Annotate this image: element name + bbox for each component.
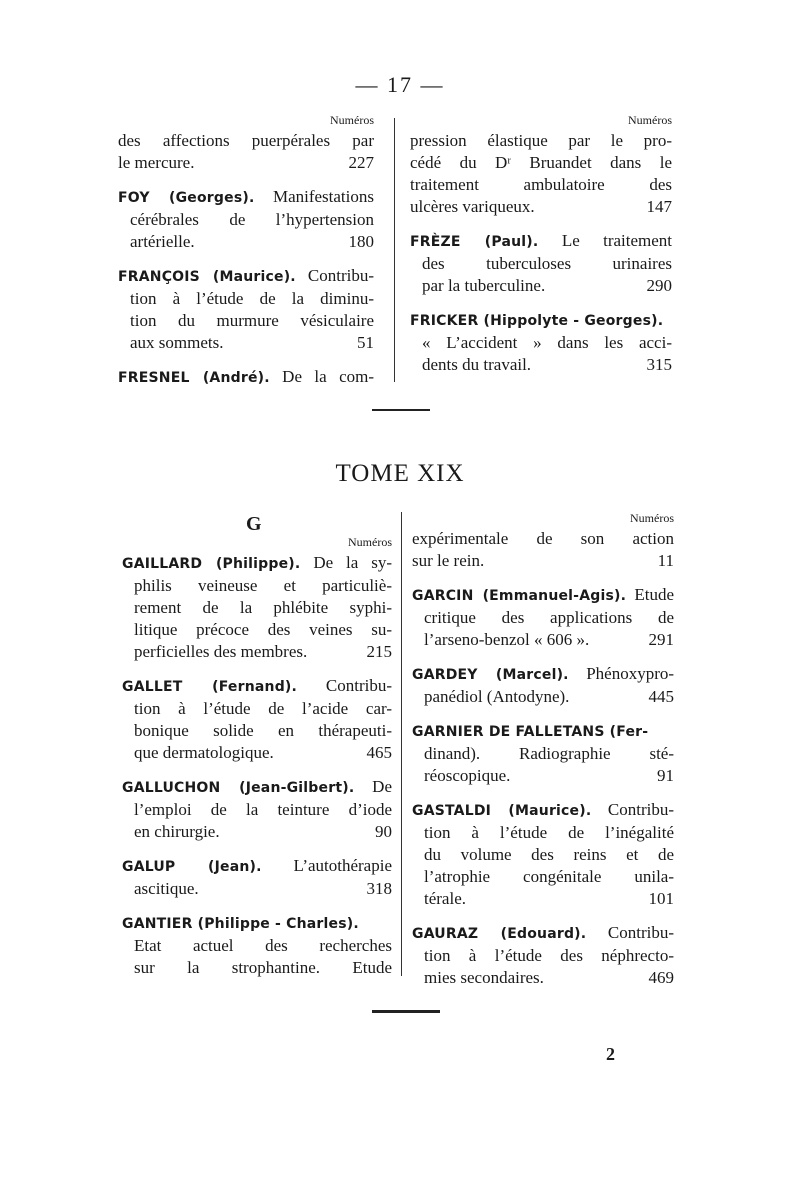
entry-text: De bbox=[372, 777, 392, 796]
entry-first-line bbox=[118, 366, 374, 389]
index-entry bbox=[122, 552, 392, 663]
entry-line: rement de la phlébite syphi- bbox=[134, 598, 392, 617]
index-entry bbox=[118, 366, 374, 389]
entry-first-line bbox=[412, 922, 674, 945]
index-entry bbox=[122, 912, 392, 979]
author-name: FRESNEL (André). bbox=[118, 370, 270, 386]
section-title: TOME XIX bbox=[335, 460, 465, 487]
entry-first-line bbox=[410, 230, 672, 253]
entry-line: pression élastique par le pro- bbox=[410, 131, 672, 150]
entry-text: L’autothérapie bbox=[293, 856, 392, 875]
entry-first-line bbox=[118, 265, 374, 288]
entry-text: aux sommets. bbox=[130, 333, 224, 352]
author-name: GAILLARD (Philippe). bbox=[122, 556, 301, 572]
column-header: Numéros bbox=[628, 113, 672, 127]
index-entry bbox=[410, 230, 672, 297]
entry-line: critique des applications de bbox=[424, 608, 674, 627]
entry-text: le mercure. bbox=[118, 153, 195, 172]
entry-last-line bbox=[412, 686, 674, 708]
index-entry bbox=[122, 675, 392, 764]
author-name: GARDEY (Marcel). bbox=[412, 667, 569, 683]
thesis-number: 290 bbox=[646, 276, 672, 295]
bottom-left-column bbox=[122, 510, 392, 991]
thesis-number: 227 bbox=[348, 153, 374, 172]
entry-line: tion à l’étude de l’inégalité bbox=[424, 823, 674, 842]
entry-line: cédé du Dʳ Bruandet dans le bbox=[410, 153, 672, 172]
thesis-number: 315 bbox=[646, 355, 672, 374]
entry-text: panédiol (Antodyne). bbox=[424, 687, 570, 706]
entry-last-line bbox=[118, 332, 374, 354]
entry-line: expérimentale de son action bbox=[412, 529, 674, 548]
author-name: GALUP (Jean). bbox=[122, 859, 262, 875]
entry-line: sur la strophantine. Etude bbox=[134, 958, 392, 977]
thesis-number: 101 bbox=[648, 889, 674, 908]
entry-text: Le traitement bbox=[561, 231, 673, 250]
entry-text: Contribu- bbox=[607, 923, 675, 942]
thesis-number: 147 bbox=[646, 197, 672, 216]
column-divider bbox=[394, 118, 395, 382]
entry-last-line bbox=[410, 354, 672, 376]
entry-line: tion à l’étude de la diminu- bbox=[130, 289, 374, 308]
entry-last-line bbox=[122, 742, 392, 764]
entry-text: Phénoxypro- bbox=[586, 664, 675, 683]
thesis-number: 291 bbox=[648, 630, 674, 649]
index-entry bbox=[412, 922, 674, 989]
page-number: — 17 — bbox=[355, 72, 445, 97]
author-name: GANTIER (Philippe - Charles). bbox=[122, 916, 359, 932]
author-name: GASTALDI (Maurice). bbox=[412, 803, 592, 819]
entry-last-line bbox=[122, 641, 392, 663]
entry-text: Contribu- bbox=[607, 800, 675, 819]
entry-line: traitement ambulatoire des bbox=[410, 175, 672, 194]
author-name: FRÈZE (Paul). bbox=[410, 234, 539, 250]
entry-text: dents du travail. bbox=[422, 355, 532, 374]
thesis-number: 469 bbox=[648, 968, 674, 987]
index-entry bbox=[118, 186, 374, 253]
entry-first-line bbox=[122, 675, 392, 698]
entry-first-line bbox=[412, 663, 674, 686]
entry-first-line bbox=[412, 720, 674, 743]
column-divider bbox=[401, 512, 402, 976]
entry-text: sur le rein. bbox=[412, 551, 485, 570]
entry-line: des affections puerpérales par bbox=[118, 131, 374, 150]
entry-text: en chirurgie. bbox=[134, 822, 220, 841]
entry-line: litique précoce des veines su- bbox=[134, 620, 392, 639]
entry-text: De la sy- bbox=[313, 553, 393, 572]
entry-last-line bbox=[412, 888, 674, 910]
index-entry bbox=[412, 799, 674, 910]
entry-text: Contribu- bbox=[307, 266, 375, 285]
thesis-number: 11 bbox=[657, 551, 674, 570]
index-entry bbox=[118, 130, 374, 174]
entry-line: tion à l’étude des néphrecto- bbox=[424, 946, 674, 965]
entry-last-line bbox=[412, 629, 674, 651]
entry-first-line bbox=[122, 855, 392, 878]
index-entry bbox=[412, 663, 674, 708]
entry-line: des tuberculoses urinaires bbox=[422, 254, 672, 273]
entry-text: térale. bbox=[424, 889, 466, 908]
entry-line: bonique solide en thérapeuti- bbox=[134, 721, 392, 740]
entry-line: Etat actuel des recherches bbox=[134, 936, 392, 955]
author-name: FRANÇOIS (Maurice). bbox=[118, 269, 296, 285]
author-name: FOY (Georges). bbox=[118, 190, 255, 206]
author-name: FRICKER (Hippolyte - Georges). bbox=[410, 313, 664, 329]
entry-text: Contribu- bbox=[325, 676, 393, 695]
entry-last-line bbox=[122, 821, 392, 843]
thesis-number: 465 bbox=[366, 743, 392, 762]
entry-text: Manifestations bbox=[272, 187, 374, 206]
thesis-number: 180 bbox=[348, 232, 374, 251]
entry-text: réoscopique. bbox=[424, 766, 511, 785]
entry-line: « L’accident » dans les acci- bbox=[422, 333, 672, 352]
author-name: GALLET (Fernand). bbox=[122, 679, 298, 695]
column-header: Numéros bbox=[630, 511, 674, 525]
author-name: GARCIN (Emmanuel-Agis). bbox=[412, 588, 627, 604]
index-entry bbox=[410, 309, 672, 376]
entry-line: tion du murmure vésiculaire bbox=[130, 311, 374, 330]
top-left-column bbox=[118, 112, 374, 401]
entry-last-line bbox=[412, 765, 674, 787]
entry-text: ulcères variqueux. bbox=[410, 197, 535, 216]
index-entry bbox=[118, 265, 374, 354]
entry-line: tion à l’étude de l’acide car- bbox=[134, 699, 392, 718]
author-name: GAURAZ (Edouard). bbox=[412, 926, 587, 942]
letter-heading: G bbox=[246, 513, 262, 535]
author-name: GALLUCHON (Jean-Gilbert). bbox=[122, 780, 355, 796]
entry-last-line bbox=[410, 275, 672, 297]
thesis-number: 215 bbox=[366, 642, 392, 661]
column-header: Numéros bbox=[330, 113, 374, 127]
entry-first-line bbox=[412, 799, 674, 822]
index-entry bbox=[412, 528, 674, 572]
index-entry bbox=[412, 584, 674, 651]
entry-text: Etude bbox=[634, 585, 675, 604]
entry-text: que dermatologique. bbox=[134, 743, 274, 762]
entry-text: ascitique. bbox=[134, 879, 199, 898]
entry-last-line bbox=[122, 878, 392, 900]
thesis-number: 51 bbox=[357, 333, 374, 352]
thesis-number: 445 bbox=[648, 687, 674, 706]
entry-first-line bbox=[122, 776, 392, 799]
index-entry bbox=[412, 720, 674, 787]
entry-text: artérielle. bbox=[130, 232, 195, 251]
index-entry bbox=[122, 776, 392, 843]
entry-text: mies secondaires. bbox=[424, 968, 544, 987]
thesis-number: 90 bbox=[375, 822, 392, 841]
index-entry bbox=[410, 130, 672, 218]
entry-first-line bbox=[122, 912, 392, 935]
bottom-right-column bbox=[412, 510, 674, 1001]
entry-line: dinand). Radiographie sté- bbox=[424, 744, 674, 763]
top-right-column bbox=[410, 112, 672, 388]
entry-line: l’emploi de la teinture d’iode bbox=[134, 800, 392, 819]
entry-last-line bbox=[412, 550, 674, 572]
entry-text: l’arseno-benzol « 606 ». bbox=[424, 630, 590, 649]
signature-mark: 2 bbox=[606, 1044, 615, 1064]
entry-line: cérébrales de l’hypertension bbox=[130, 210, 374, 229]
entry-first-line bbox=[412, 584, 674, 607]
entry-line: philis veineuse et particuliè- bbox=[134, 576, 392, 595]
end-rule bbox=[372, 1010, 440, 1013]
entry-text: perficielles des membres. bbox=[134, 642, 308, 661]
entry-last-line bbox=[410, 196, 672, 218]
column-header: Numéros bbox=[348, 535, 392, 549]
section-rule bbox=[372, 409, 430, 411]
entry-last-line bbox=[118, 152, 374, 174]
entry-text: par la tuberculine. bbox=[422, 276, 546, 295]
entry-line: du volume des reins et de bbox=[424, 845, 674, 864]
entry-first-line bbox=[410, 309, 672, 332]
entry-line: l’atrophie congénitale unila- bbox=[424, 867, 674, 886]
thesis-number: 91 bbox=[657, 766, 674, 785]
index-entry bbox=[122, 855, 392, 900]
entry-first-line bbox=[122, 552, 392, 575]
entry-first-line bbox=[118, 186, 374, 209]
thesis-number: 318 bbox=[366, 879, 392, 898]
entry-last-line bbox=[118, 231, 374, 253]
entry-last-line bbox=[412, 967, 674, 989]
author-name: GARNIER DE FALLETANS (Fer- bbox=[412, 724, 649, 740]
entry-text: De la com- bbox=[282, 367, 374, 386]
